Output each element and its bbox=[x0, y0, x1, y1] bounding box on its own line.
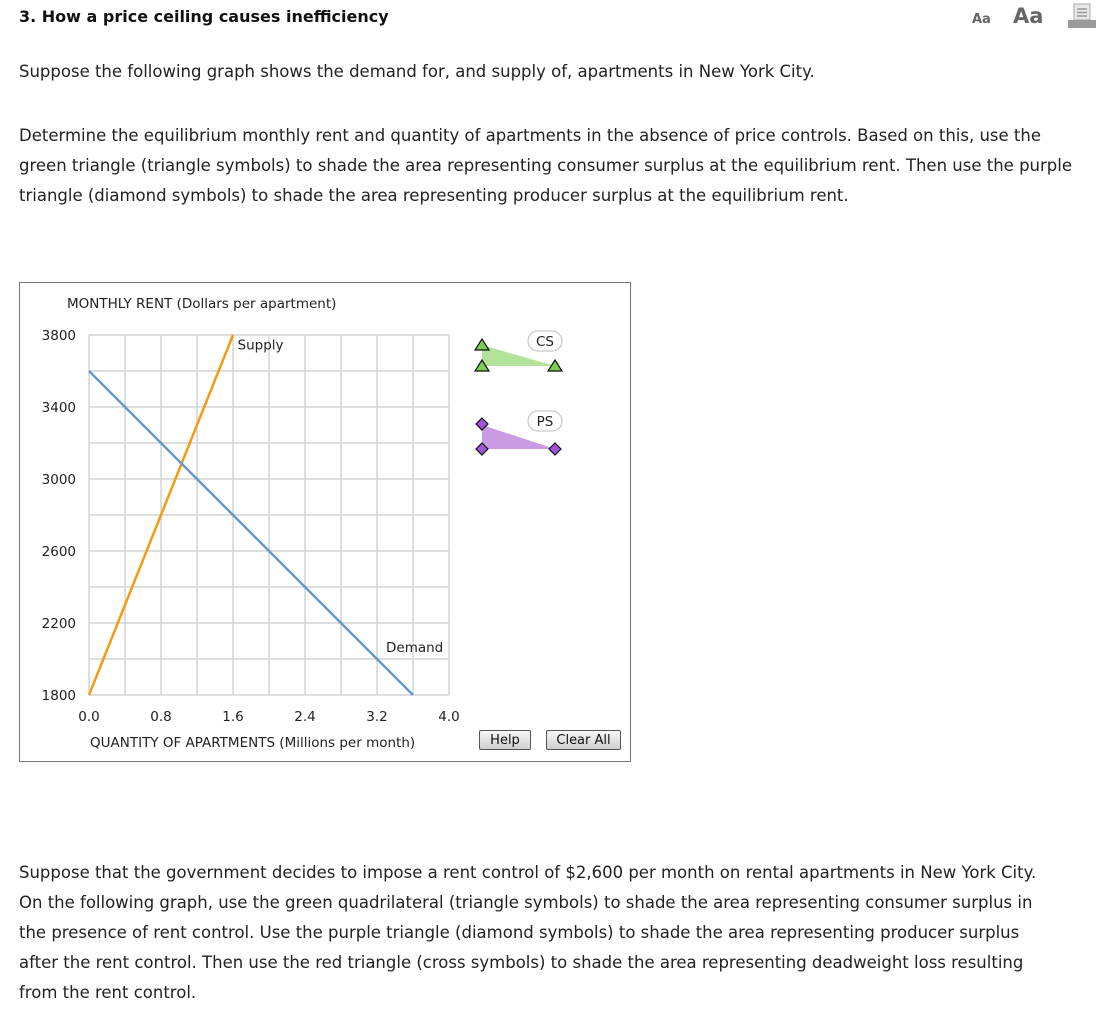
x-tick-label: 2.4 bbox=[294, 709, 316, 725]
demand-label: Demand bbox=[386, 639, 444, 656]
question-title: 3. How a price ceiling causes inefficiency bbox=[19, 7, 389, 26]
y-tick-label: 3400 bbox=[41, 400, 76, 416]
tool-label-text: PS bbox=[536, 414, 554, 430]
x-tick-label: 3.2 bbox=[366, 709, 388, 725]
increase-font-button[interactable]: Aa bbox=[1013, 4, 1044, 28]
y-tick-label: 2600 bbox=[41, 544, 76, 560]
diamond-marker-icon bbox=[549, 443, 561, 455]
graph-tool bbox=[19, 282, 631, 762]
x-axis-label: QUANTITY OF APARTMENTS (Millions per month) bbox=[90, 735, 416, 751]
y-tick-label: 3000 bbox=[41, 472, 76, 488]
x-tick-label: 0.0 bbox=[78, 709, 100, 725]
x-tick-label: 0.8 bbox=[150, 709, 172, 725]
demand-curve[interactable] bbox=[89, 371, 413, 695]
chart-canvas[interactable] bbox=[20, 283, 630, 761]
tool-label-text: CS bbox=[536, 334, 554, 350]
ps-diamond-tool[interactable] bbox=[476, 411, 562, 455]
print-icon[interactable] bbox=[1067, 3, 1097, 29]
rent-control-paragraph: Suppose that the government decides to impose a rent control of $2,600 per month on rental apartments in New York City. On the following graph, use the green quadrilateral (triangle symbols) to shade the area representing consumer surplus in the presence of rent control. Use the purple triangle (diamond symbols) to shade the area representing producer surplus after the rent control. Then use the red triangle (cross symbols) to shade the area representing deadweight loss resulting from the rent control. bbox=[19, 863, 1037, 1002]
help-button[interactable]: Help bbox=[479, 730, 531, 750]
supply-label: Supply bbox=[237, 337, 284, 354]
intro-paragraph: Suppose the following graph shows the demand for, and supply of, apartments in New York City. bbox=[19, 62, 815, 81]
y-tick-label: 3800 bbox=[41, 328, 76, 344]
shape-palette bbox=[475, 331, 562, 455]
clear-all-button[interactable]: Clear All bbox=[546, 730, 621, 750]
x-tick-label: 4.0 bbox=[438, 709, 460, 725]
cs-triangle-tool[interactable] bbox=[475, 331, 562, 371]
decrease-font-button[interactable]: Aa bbox=[972, 12, 991, 27]
triangle-marker-icon bbox=[475, 339, 489, 350]
y-tick-label: 2200 bbox=[41, 616, 76, 632]
x-tick-label: 1.6 bbox=[222, 709, 244, 725]
y-axis-label: MONTHLY RENT (Dollars per apartment) bbox=[67, 296, 337, 312]
instructions-paragraph: Determine the equilibrium monthly rent and quantity of apartments in the absence of price controls. Based on this, use the green triangle (triangle symbols) to shade the area representing consumer surplus at the equilibrium rent. Then use the purple triangle (diamond symbols) to shade the area representing producer surplus at the equilibrium rent. bbox=[19, 126, 1072, 205]
y-tick-label: 1800 bbox=[41, 688, 76, 704]
